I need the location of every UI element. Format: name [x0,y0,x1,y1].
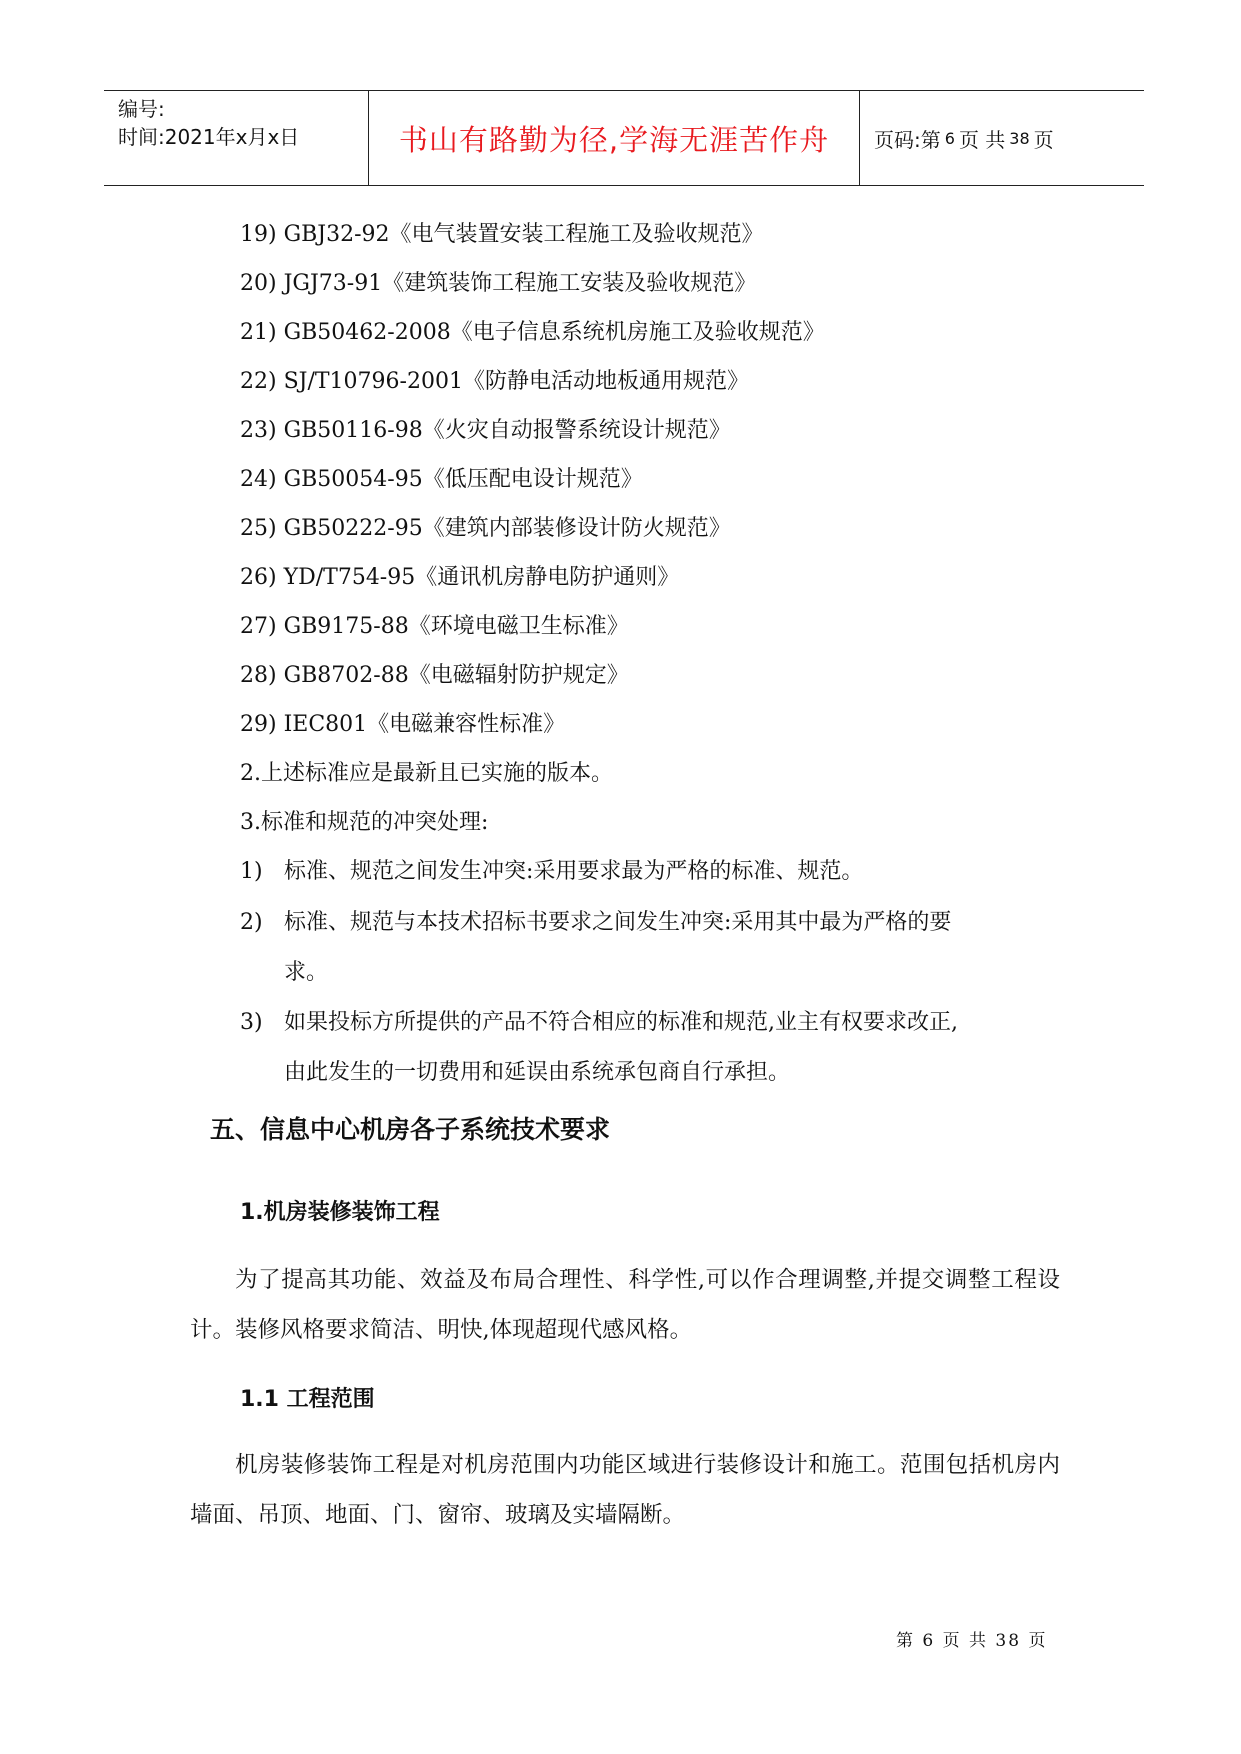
conflict-item-text: 标准、规范之间发生冲突:采用要求最为严格的标准、规范。 [284,859,864,884]
standard-item: 22) SJ/T10796-2001《防静电活动地板通用规范》 [240,369,749,394]
note-latest-version: 2.上述标准应是最新且已实施的版本。 [240,761,613,786]
subsection-paragraph: 机房装修装饰工程是对机房范围内功能区域进行装修设计和施工。范围包括机房内墙面、吊顶、地面、门、窗帘、玻璃及实墙隔断。 [190,1452,1060,1528]
standard-item: 20) JGJ73-91《建筑装饰工程施工安装及验收规范》 [240,271,757,296]
standard-item: 24) GB50054-95《低压配电设计规范》 [240,467,643,492]
document-code-label: 编号: [118,97,165,121]
page-prefix: 页码:第 [874,127,941,152]
standard-item: 26) YD/T754-95《通讯机房静电防护通则》 [240,565,680,590]
page-suffix: 页 [1033,127,1054,152]
standard-item: 29) IEC801《电磁兼容性标准》 [240,712,566,737]
page-total: 38 [1009,128,1030,148]
page-current: 6 [944,128,955,148]
note-conflict-handling: 3.标准和规范的冲突处理: [240,810,489,835]
standard-item: 23) GB50116-98《火灾自动报警系统设计规范》 [240,418,731,443]
page-middle: 页 共 [958,127,1006,152]
standard-item: 21) GB50462-2008《电子信息系统机房施工及验收规范》 [240,320,825,345]
header-motto: 书山有路勤为径,学海无涯苦作舟 [369,91,860,185]
conflict-item-text: 由此发生的一切费用和延误由系统承包商自行承担。 [284,1060,791,1085]
section-title: 五、信息中心机房各子系统技术要求 [210,1115,611,1144]
conflict-item-number: 2) [240,910,263,935]
document-time-label: 时间:2021年x月x日 [118,125,300,149]
page-footer: 第 6 页 共 38 页 [896,1631,1048,1651]
page-header [104,90,1144,186]
conflict-item-text: 如果投标方所提供的产品不符合相应的标准和规范,业主有权要求改正, [284,1010,958,1035]
standard-item: 25) GB50222-95《建筑内部装修设计防火规范》 [240,516,731,541]
standard-item: 27) GB9175-88《环境电磁卫生标准》 [240,614,629,639]
header-page-number [860,91,1144,185]
conflict-item-number: 3) [240,1010,263,1035]
standard-item: 19) GBJ32-92《电气装置安装工程施工及验收规范》 [240,222,764,247]
conflict-item-text: 求。 [284,960,329,985]
standard-item: 28) GB8702-88《电磁辐射防护规定》 [240,663,629,688]
subsection-paragraph: 为了提高其功能、效益及布局合理性、科学性,可以作合理调整,并提交调整工程设计。装修风格要求简洁、明快,体现超现代感风格。 [190,1267,1060,1343]
conflict-item-text: 标准、规范与本技术招标书要求之间发生冲突:采用其中最为严格的要 [284,910,952,935]
subsection-title: 1.1 工程范围 [240,1387,375,1412]
subsection-title: 1.机房装修装饰工程 [240,1200,440,1225]
conflict-item-number: 1) [240,859,263,884]
header-meta [104,91,369,185]
